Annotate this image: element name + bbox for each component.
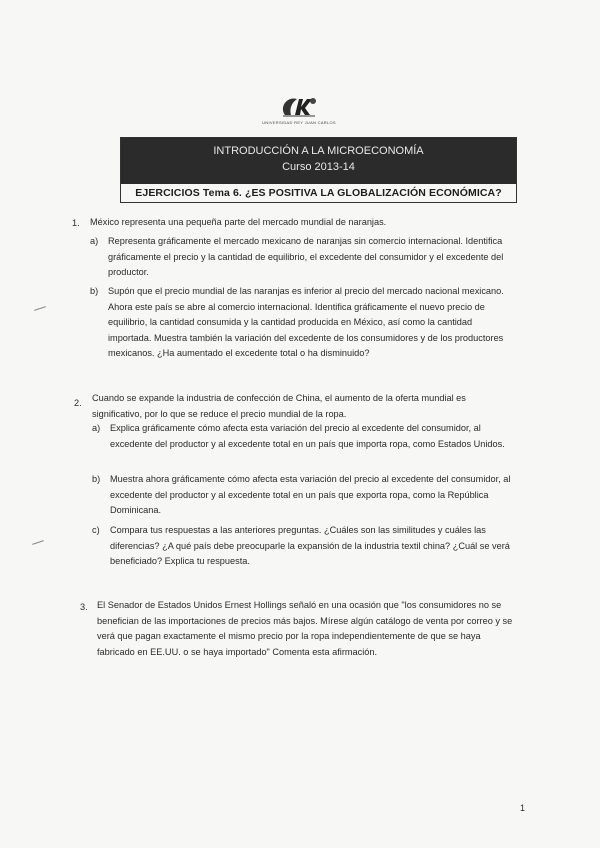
margin-mark <box>32 540 44 545</box>
margin-mark <box>34 306 46 311</box>
question-1b <box>90 284 516 362</box>
question-2-number: 2. <box>74 398 82 408</box>
question-3-text: El Senador de Estados Unidos Ernest Hollings señaló en una ocasión que "los consumidores no se benefician de las importaciones de precios más bajos. Mírese algún catálogo de venta por correo y se verá que pagan exactamente el mismo precio por la ropa independientemente de que se haya fabricado en EE.UU. o se haya importado" Comenta esta afirmación. <box>97 600 513 657</box>
question-1a-letter: a) <box>90 236 99 246</box>
question-2-text: Cuando se expande la industria de confección de China, el aumento de la oferta mundial es significativo, por lo que se reduce el precio mundial de la ropa. <box>92 393 466 419</box>
question-1a-text: Representa gráficamente el mercado mexicano de naranjas sin comercio internacional. Identifica gráficamente el precio y la cantidad de equilibrio, el excedente del consumidor y el excedente del productor. <box>108 236 504 277</box>
header-banner <box>121 138 516 184</box>
question-1-text: México representa una pequeña parte del mercado mundial de naranjas. <box>90 217 387 227</box>
exercise-title: EJERCICIOS Tema 6. ¿ES POSITIVA LA GLOBALIZACIÓN ECONÓMICA? <box>135 187 502 199</box>
course-title: INTRODUCCIÓN A LA MICROECONOMÍA <box>213 145 424 157</box>
question-2c-text: Compara tus respuestas a las anteriores preguntas. ¿Cuáles son las similitudes y cuáles las diferencias? ¿A qué país debe preocuparle la expansión de la industria textil china? ¿Cuál se verá beneficiado? Explica tu respuesta. <box>110 525 510 566</box>
question-2c <box>92 523 516 570</box>
question-2b <box>92 472 516 519</box>
question-2a <box>92 421 516 452</box>
question-2b-letter: b) <box>92 474 101 484</box>
question-1b-text: Supón que el precio mundial de las naranjas es inferior al precio del mercado nacional mexicano. Ahora este país se abre al comercio internacional. Identifica gráficamente el nuevo precio de equilibrio, la cantidad consumida y la cantidad producida en México, así como la cantidad importada. Muestra también la variación del excedente de los consumidores y de los productores mexicanos. ¿Ha aumentado el excedente total o ha disminuido? <box>108 286 504 358</box>
urjc-logo-icon <box>277 93 321 119</box>
question-2a-text: Explica gráficamente cómo afecta esta variación del precio al excedente del consumidor, al excedente del productor y al excedente total en un país que importa ropa, como Estados Unidos. <box>110 423 505 449</box>
page-number: 1 <box>520 803 526 813</box>
question-2c-letter: c) <box>92 525 100 535</box>
question-1-number: 1. <box>72 218 80 228</box>
header-box <box>120 137 517 203</box>
question-1a <box>90 234 516 281</box>
question-1b-letter: b) <box>90 286 99 296</box>
course-year: Curso 2013-14 <box>282 161 355 173</box>
logo-caption: UNIVERSIDAD REY JUAN CARLOS <box>262 120 336 125</box>
university-logo <box>254 93 344 133</box>
question-2a-letter: a) <box>92 423 101 433</box>
question-3-number: 3. <box>80 602 88 612</box>
question-2b-text: Muestra ahora gráficamente cómo afecta esta variación del precio al excedente del consumidor, al excedente del productor y al excedente total en un país que exporta ropa, como la República Dominicana. <box>110 474 511 515</box>
